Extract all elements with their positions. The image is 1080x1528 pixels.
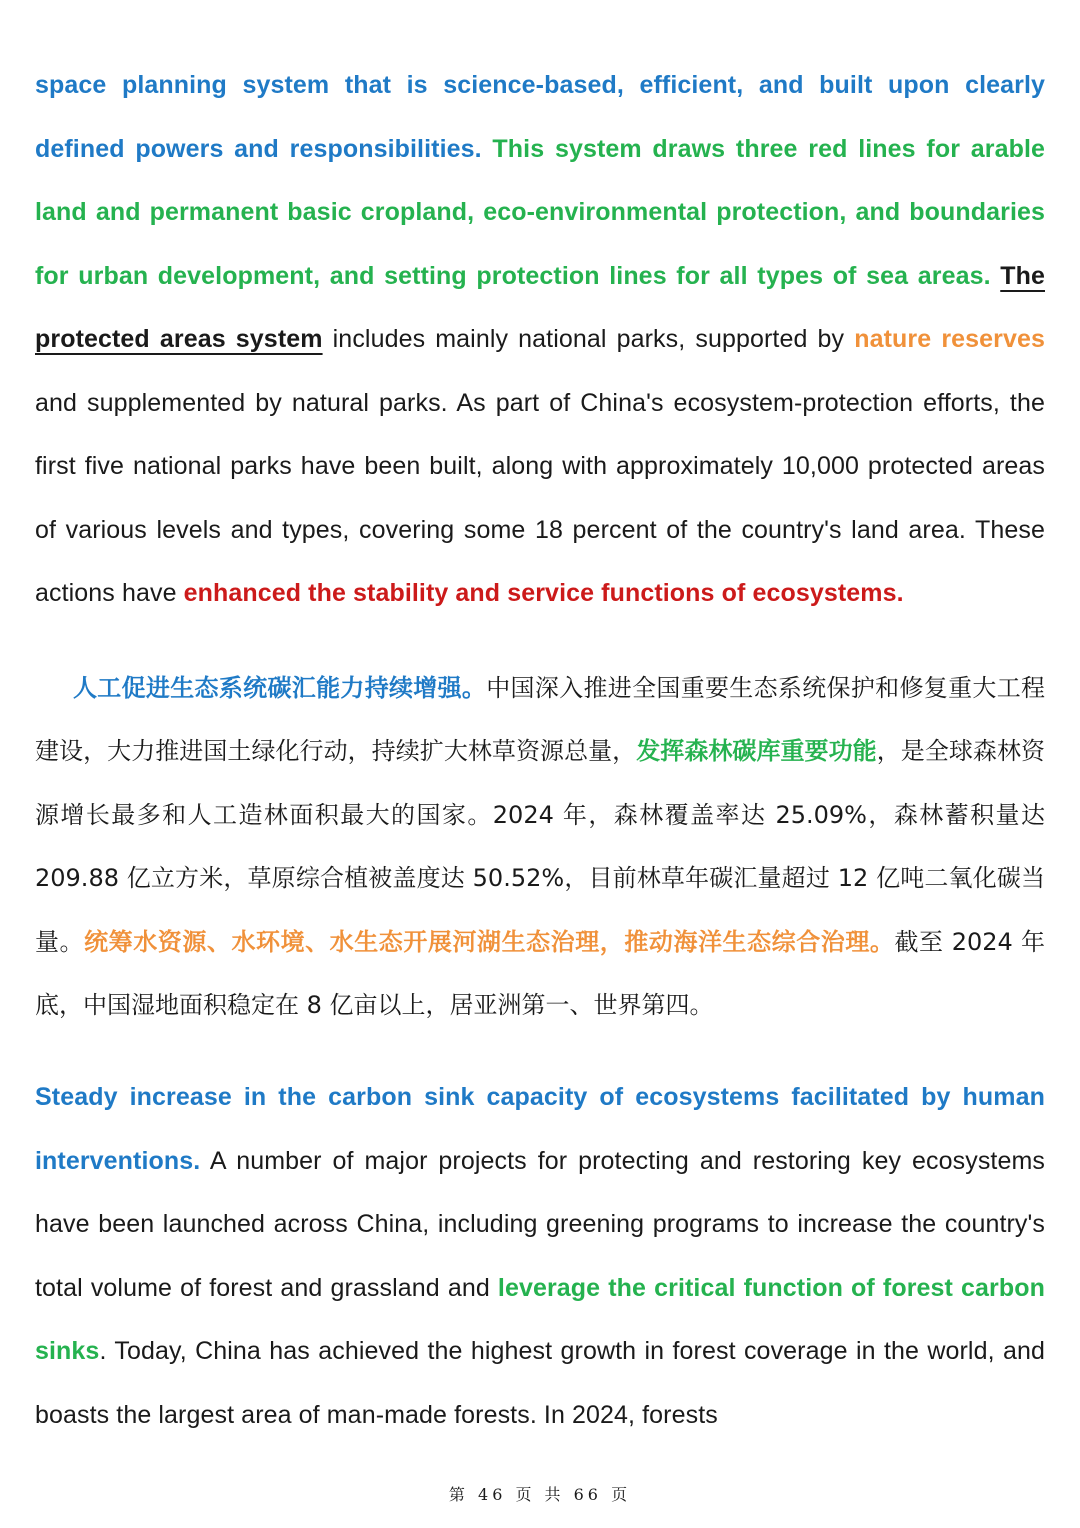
highlight-green-en: leverage the critical function of forest carbon sinks — [35, 1273, 1045, 1366]
paragraph-spacer — [35, 626, 1045, 657]
heading-blue-en: Steady increase in the carbon sink capacity of ecosystems facilitated by human interventions. — [35, 1083, 1045, 1175]
text-run: 截至 2024 年底，中国湿地面积稳定在 8 亿亩以上，居亚洲第一、世界第四。 — [35, 927, 1046, 1020]
text-run: and supplemented by natural parks. As part of China's ecosystem-protection efforts, the first five national parks have been built, along with approximately 10,000 protected areas of various levels and types, covering some 18 percent of the country's land area. These actions have — [35, 388, 1045, 607]
text-run: A number of major projects for protecting and restoring key ecosystems have been launched across China, including greening programs to increase the country's total volume of forest and grassland and — [35, 1146, 1045, 1302]
text-run: ，是全球森林资源增长最多和人工造林面积最大的国家。2024 年，森林覆盖率达 25.09%，森林蓄积量达 209.88 亿立方米，草原综合植被盖度达 50.52%，目前林草年碳汇量超过 12 亿吨二氧化碳当量。 — [35, 737, 1046, 956]
text-run: includes mainly national parks, supported by — [322, 325, 855, 353]
text-run: 中国深入推进全国重要生态系统保护和修复重大工程建设，大力推进国土绿化行动，持续扩大林草资源总量， — [35, 673, 1046, 766]
highlight-orange: nature reserves — [854, 325, 1045, 353]
highlight-green: This system draws three red lines for arable land and permanent basic cropland, eco-environmental protection, and boundaries for urban development, and setting protection lines for all types of sea areas. — [35, 134, 1046, 290]
highlight-green-zh: 发挥森林碳库重要功能 — [636, 737, 877, 766]
heading-blue-zh: 人工促进生态系统碳汇能力持续增强。 — [73, 673, 487, 702]
page-footer: 第 46 页 共 66 页 — [448, 1485, 632, 1504]
text-run — [482, 135, 493, 163]
highlight-red: enhanced the stability and service functions of ecosystems. — [183, 579, 904, 607]
paragraph-carbon-sink-en — [35, 1066, 1045, 1447]
text-run: . Today, China has achieved the highest growth in forest coverage in the world, and boasts the largest area of man-made forests. In 2024, forests — [35, 1337, 1045, 1429]
document-body — [35, 54, 1045, 1447]
highlight-orange-zh: 统筹水资源、水环境、水生态开展河湖生态治理，推动海洋生态综合治理。 — [84, 927, 895, 956]
highlight-blue: space planning system that is science-based, efficient, and built upon clearly defined powers and responsibilities. — [35, 71, 1045, 163]
text-run — [991, 262, 1001, 290]
underlined-term: The protected areas system — [35, 261, 1045, 353]
paragraph-carbon-sink-zh — [35, 657, 1045, 1039]
paragraph-spatial-planning — [35, 54, 1045, 626]
paragraph-spacer — [35, 1038, 1045, 1066]
